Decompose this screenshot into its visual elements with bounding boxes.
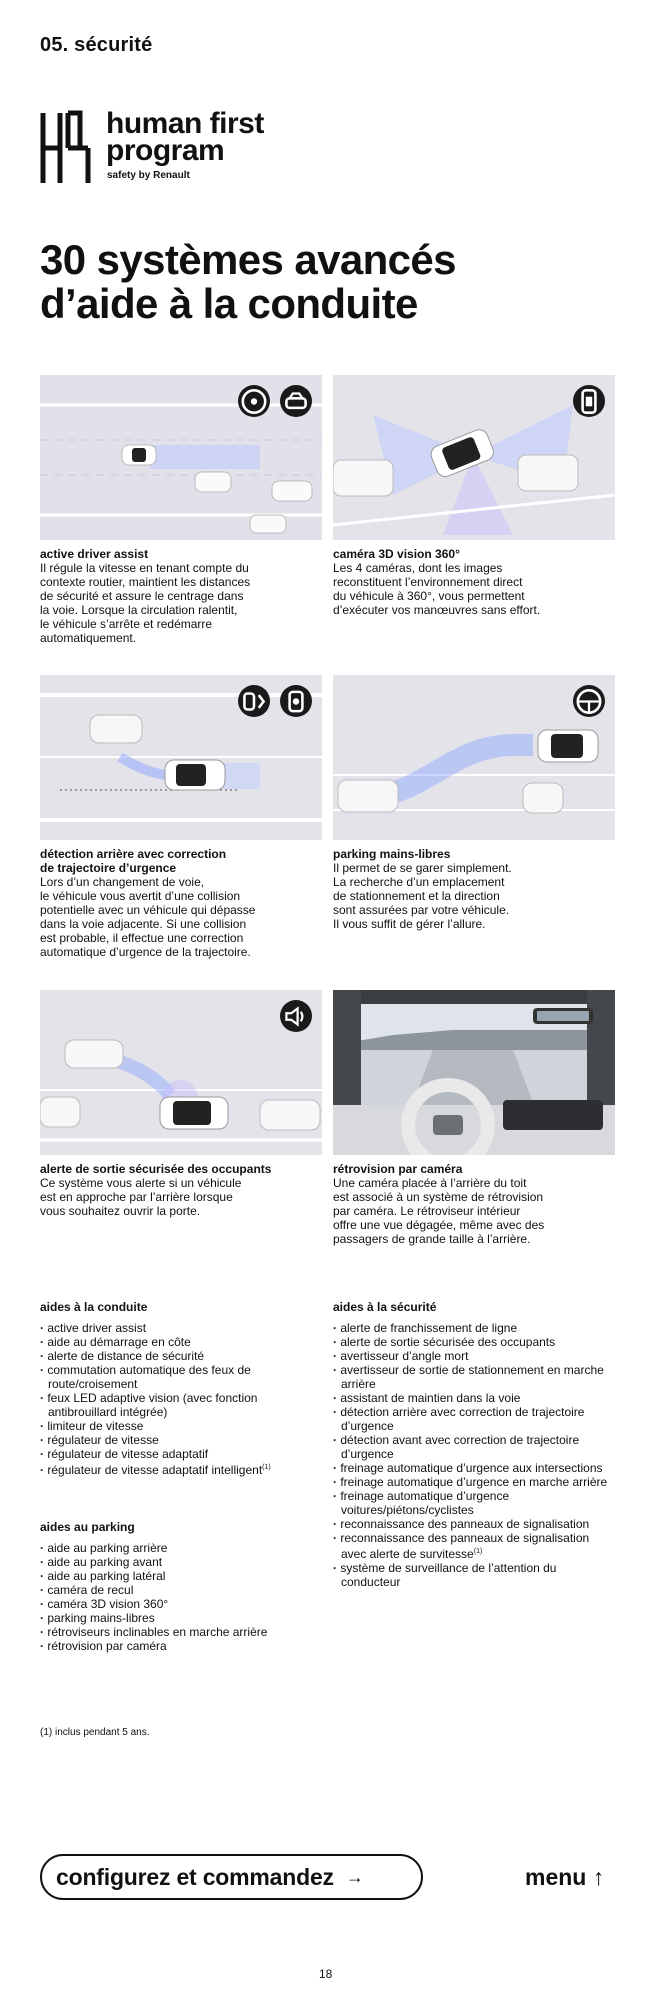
arrow-up-icon: ↑ — [592, 1864, 605, 1890]
feature-description: Une caméra placée à l’arrière du toit est associé à un système de rétrovision par caméra. Le rétroviseur intérieur offre une vue dégagée, même avec des passagers de grande taille à l’arrière. — [333, 1176, 545, 1246]
rear-collision-icon — [238, 685, 270, 717]
feature-illustration — [40, 990, 322, 1155]
feature-illustration — [40, 675, 322, 840]
feature-title: détection arrière avec correction de trajectoire d’urgence — [40, 847, 227, 875]
safety-aids-list — [333, 1300, 615, 1589]
distance-assist-icon — [280, 385, 312, 417]
cta-label: configurez et commandez — [56, 1863, 334, 1890]
list-item: · régulateur de vitesse adaptatif intelligent$^{(1)}$ — [40, 1461, 322, 1477]
feature-card-camera-mirror — [333, 990, 615, 1246]
feature-card-rear-detection — [40, 675, 322, 959]
list-item: · limiteur de vitesse — [40, 1419, 322, 1433]
feature-card-parking-hands-free — [333, 675, 615, 931]
parking-steering-icon — [573, 685, 605, 717]
footnote-ref: (1) — [262, 1464, 271, 1471]
list-item: · assistant de maintien dans la voie — [333, 1391, 615, 1405]
logo-tagline: safety by Renault — [107, 170, 190, 181]
headline-line-2: d’aide à la conduite — [40, 280, 418, 327]
list-item: · détection avant avec correction de trajectoire d’urgence — [333, 1433, 615, 1461]
list-item: · rétroviseurs inclinables en marche arrière — [40, 1625, 322, 1639]
arrow-right-icon: → — [345, 1866, 364, 1887]
list-title: aides à la conduite — [40, 1300, 148, 1314]
list-item: · freinage automatique d’urgence voitures/piétons/cyclistes — [333, 1489, 615, 1517]
feature-title: parking mains-libres — [333, 847, 451, 861]
list-item: · alerte de franchissement de ligne — [333, 1321, 615, 1335]
feature-title: rétrovision par caméra — [333, 1162, 463, 1176]
list-item: · caméra 3D vision 360° — [40, 1597, 322, 1611]
footnote: (1) inclus pendant 5 ans. — [40, 1727, 150, 1738]
headline-line-1: 30 systèmes avancés — [40, 236, 456, 283]
list-item: · rétrovision par caméra — [40, 1639, 322, 1653]
lane-correction-icon — [280, 685, 312, 717]
list-item: · alerte de sortie sécurisée des occupants — [333, 1335, 615, 1349]
list-item: · régulateur de vitesse adaptatif — [40, 1447, 322, 1461]
list-item: · avertisseur de sortie de stationnement en marche arrière — [333, 1363, 615, 1391]
menu-button[interactable] — [525, 1864, 604, 1891]
h1-logo-icon — [40, 110, 98, 186]
feature-description: Les 4 caméras, dont les images reconstituent l’environnement direct du véhicule à 360°, vous permettent d’exécuter vos manœuvres sans effort. — [333, 561, 541, 617]
feature-illustration — [333, 375, 615, 540]
page-number: 18 — [319, 1967, 333, 1981]
list-item: · freinage automatique d’urgence aux intersections — [333, 1461, 615, 1475]
logo-line-2: program — [106, 134, 225, 167]
list-item: · feux LED adaptive vision (avec fonction antibrouillard intégrée) — [40, 1391, 322, 1419]
list-item: · active driver assist — [40, 1321, 322, 1335]
feature-description: Il permet de se garer simplement. La recherche d’un emplacement de stationnement et la direction sont assurées par votre véhicule. Il vous suffit de gérer l’allure. — [333, 861, 512, 931]
feature-illustration — [333, 990, 615, 1155]
list-item: · alerte de distance de sécurité — [40, 1349, 322, 1363]
feature-title: caméra 3D vision 360° — [333, 547, 460, 561]
menu-label: menu — [525, 1864, 587, 1890]
list-item: · aide au parking avant — [40, 1555, 322, 1569]
list-item: · aide au parking latéral — [40, 1569, 322, 1583]
list-title: aides à la sécurité — [333, 1300, 437, 1314]
list-item: · commutation automatique des feux de route/croisement — [40, 1363, 322, 1391]
logo-line-1: human first — [106, 107, 264, 140]
feature-card-camera-360 — [333, 375, 615, 617]
list-item: · reconnaissance des panneaux de signalisation avec alerte de survitesse$^{(1)}$ — [333, 1531, 615, 1561]
list-item: · freinage automatique d’urgence en marche arrière — [333, 1475, 615, 1489]
feature-description: Il régule la vitesse en tenant compte du contexte routier, maintient les distances de sécurité et assure le centrage dans la voie. Lorsque la circulation ralentit, le véhicule s’arrête et redémarre automatiquement. — [40, 561, 251, 645]
speaker-alert-icon — [280, 1000, 312, 1032]
camera-360-icon — [573, 385, 605, 417]
list-item: · régulateur de vitesse — [40, 1433, 322, 1447]
section-label: 05. sécurité — [40, 34, 153, 56]
list-item: · caméra de recul — [40, 1583, 322, 1597]
list-item: · système de surveillance de l’attention du conducteur — [333, 1561, 615, 1589]
driving-aids-list — [40, 1300, 322, 1477]
configure-order-button[interactable] — [40, 1854, 423, 1900]
list-title: aides au parking — [40, 1520, 135, 1534]
list-item: · aide au démarrage en côte — [40, 1335, 322, 1349]
feature-illustration — [40, 375, 322, 540]
list-item: · reconnaissance des panneaux de signalisation — [333, 1517, 615, 1531]
feature-description: Lors d’un changement de voie, le véhicule vous avertit d’une collision potentielle avec un véhicule qui dépasse dans la voie adjacente. Si une collision est probable, il effectue une correction automatique d’urgence de la trajectoire. — [40, 875, 256, 959]
list-item: · avertisseur d’angle mort — [333, 1349, 615, 1363]
feature-title: active driver assist — [40, 547, 149, 561]
list-item: · détection arrière avec correction de trajectoire d’urgence — [333, 1405, 615, 1433]
feature-title: alerte de sortie sécurisée des occupants — [40, 1162, 272, 1176]
list-item: · aide au parking arrière — [40, 1541, 322, 1555]
footnote-ref: (1) — [473, 1548, 483, 1555]
feature-description: Ce système vous alerte si un véhicule est en approche par l’arrière lorsque vous souhaitez ouvrir la porte. — [40, 1176, 242, 1218]
feature-card-active-driver-assist — [40, 375, 322, 645]
human-first-program-logo — [40, 107, 264, 186]
steering-assist-icon — [238, 385, 270, 417]
feature-card-safe-exit — [40, 990, 322, 1218]
parking-aids-list — [40, 1520, 322, 1653]
list-item: · parking mains-libres — [40, 1611, 322, 1625]
page-headline — [40, 238, 600, 326]
feature-illustration — [333, 675, 615, 840]
